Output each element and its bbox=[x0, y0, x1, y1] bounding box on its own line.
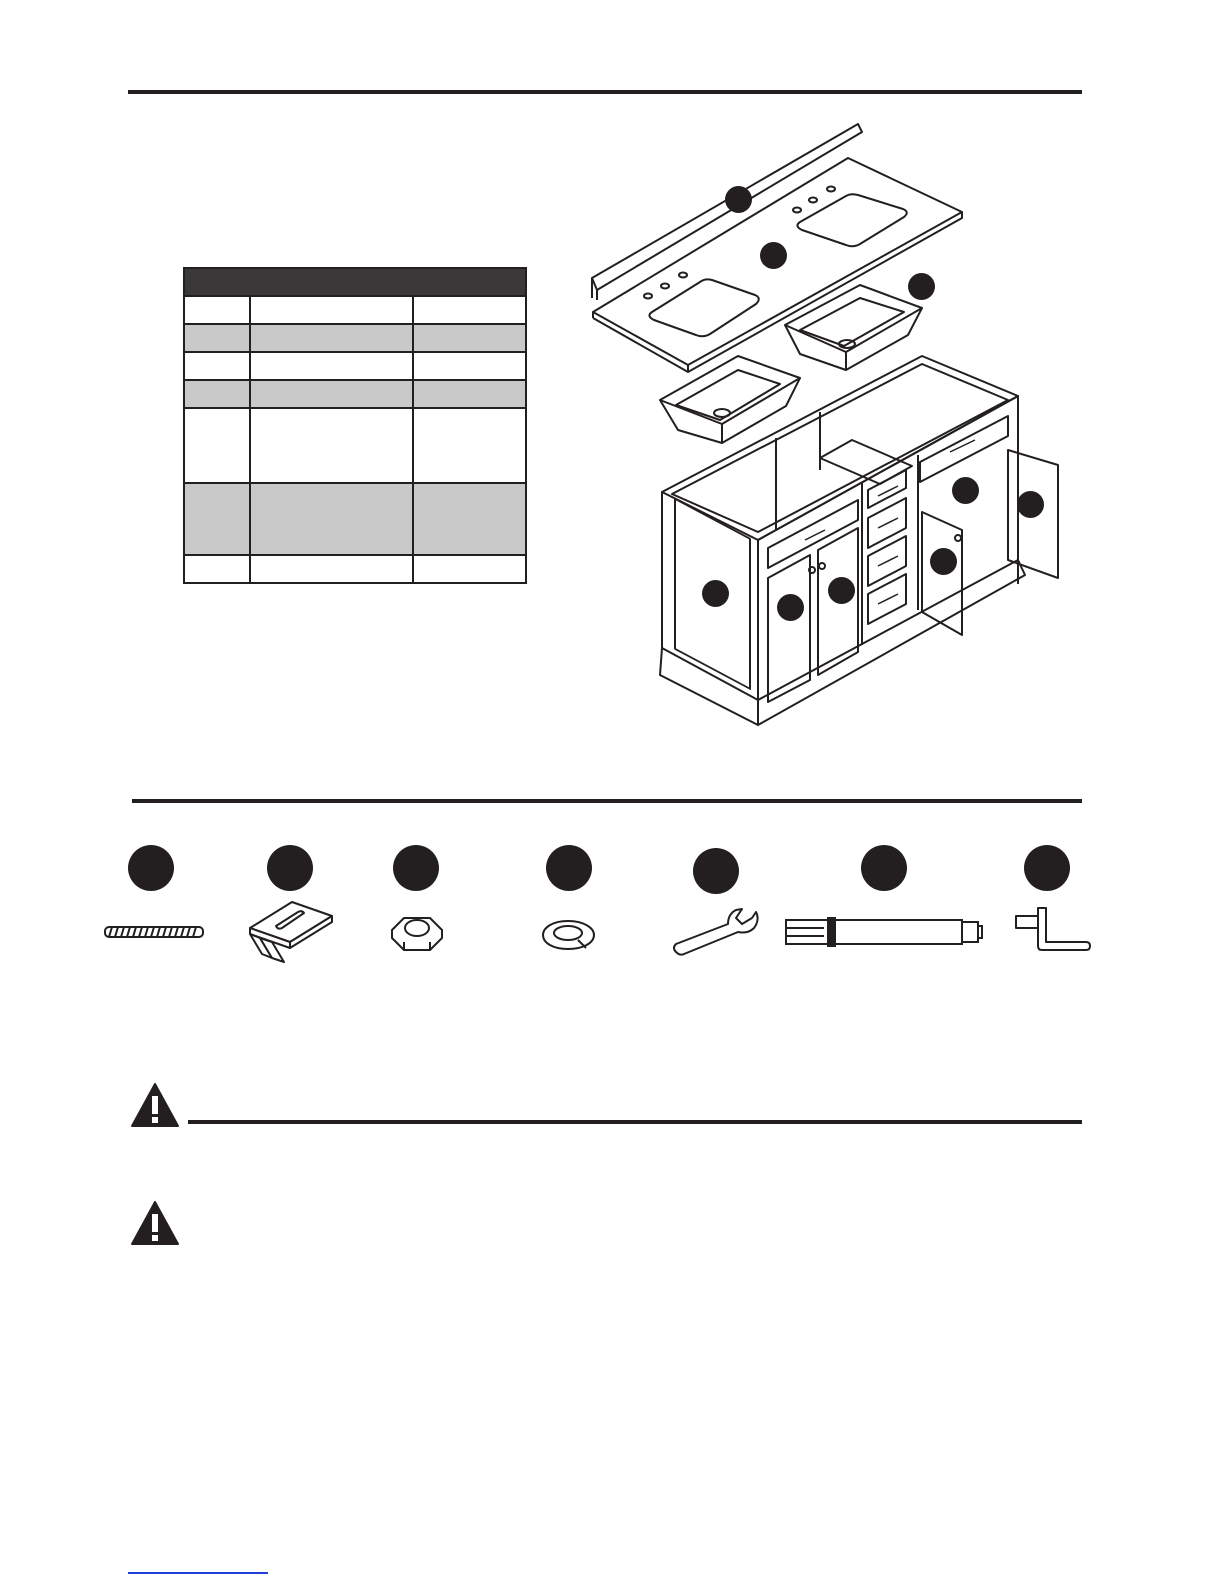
callout-drawer bbox=[952, 477, 979, 504]
section-rule-top bbox=[128, 90, 1082, 94]
callout-backsplash bbox=[725, 186, 752, 213]
table-row bbox=[184, 483, 526, 555]
callout-countertop bbox=[760, 242, 787, 269]
warning-icon bbox=[130, 1082, 180, 1128]
callout-door-inner bbox=[930, 548, 957, 575]
hardware-callout bbox=[1024, 845, 1070, 891]
footer-link[interactable] bbox=[128, 1572, 268, 1574]
wrench-icon bbox=[670, 906, 762, 958]
table-row bbox=[184, 296, 526, 324]
hardware-callout bbox=[861, 845, 907, 891]
table-row bbox=[184, 555, 526, 583]
hardware-callout bbox=[693, 848, 739, 894]
callout-door-left bbox=[777, 594, 804, 621]
allen-key-icon bbox=[1012, 906, 1092, 958]
hardware-callout bbox=[393, 845, 439, 891]
warning-icon bbox=[130, 1200, 180, 1246]
callout-door-center bbox=[828, 577, 855, 604]
table-row bbox=[184, 324, 526, 352]
table-row bbox=[184, 380, 526, 408]
screwdriver-icon bbox=[784, 916, 984, 948]
table-row bbox=[184, 352, 526, 380]
threaded-rod-icon bbox=[104, 924, 204, 940]
lock-washer-icon bbox=[540, 918, 596, 954]
vanity-exploded-illustration bbox=[580, 115, 1080, 745]
warning-rule bbox=[188, 1120, 1082, 1124]
section-rule-hardware bbox=[132, 799, 1082, 803]
table-header-row bbox=[184, 268, 526, 296]
hardware-callout bbox=[546, 845, 592, 891]
hardware-callout bbox=[267, 845, 313, 891]
hardware-callout bbox=[128, 845, 174, 891]
parts-list-table bbox=[183, 267, 527, 584]
hex-nut-icon bbox=[390, 910, 444, 956]
callout-door-right bbox=[1017, 491, 1044, 518]
callout-side-panel bbox=[702, 580, 729, 607]
l-bracket-icon bbox=[246, 898, 336, 968]
callout-sink bbox=[908, 273, 935, 300]
table-row bbox=[184, 408, 526, 483]
